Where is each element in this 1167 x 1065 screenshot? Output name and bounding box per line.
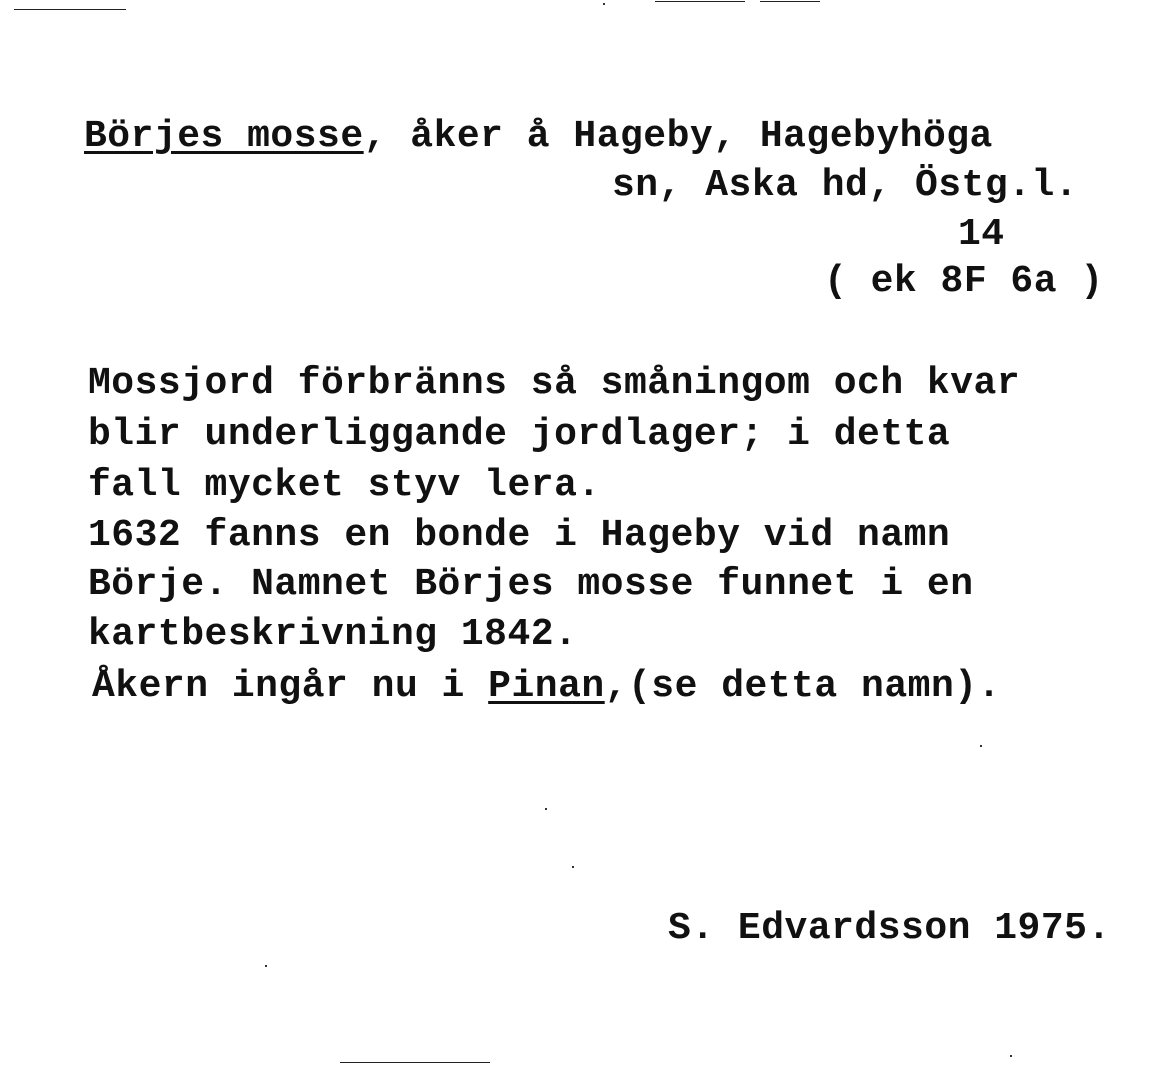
place-name: Börjes mosse	[84, 115, 364, 158]
body-line-7-start: Åkern ingår nu i	[92, 665, 489, 708]
body-line-7-end: ,(se detta namn).	[604, 665, 1001, 708]
scan-speck	[14, 9, 126, 10]
scan-dot	[572, 866, 574, 868]
scan-dot	[1010, 1055, 1012, 1057]
body-line-4: 1632 fanns en bonde i Hageby vid namn	[88, 514, 951, 557]
body-line-1: Mossjord förbränns så småningom och kvar	[88, 362, 1021, 405]
scan-speck	[655, 1, 745, 2]
scan-dot	[603, 3, 605, 5]
map-reference: ( ek 8F 6a )	[824, 260, 1104, 303]
scan-speck	[340, 1062, 490, 1063]
scan-dot	[545, 808, 547, 810]
body-line-5: Börje. Namnet Börjes mosse funnet i en	[88, 563, 974, 606]
heading-location: , åker å Hageby, Hagebyhöga	[363, 115, 993, 158]
scan-speck	[760, 1, 820, 2]
heading-line-2: sn, Aska hd, Östg.l.	[612, 164, 1079, 207]
signature: S. Edvardsson 1975.	[668, 907, 1111, 950]
scan-dot	[980, 745, 982, 747]
map-sheet-number: 14	[958, 213, 1005, 256]
cross-reference-link: Pinan	[488, 665, 605, 708]
body-line-3: fall mycket styv lera.	[88, 464, 601, 507]
heading-line-1	[84, 114, 993, 160]
scan-dot	[265, 965, 267, 967]
body-line-2: blir underliggande jordlager; i detta	[88, 413, 951, 456]
body-line-6: kartbeskrivning 1842.	[88, 613, 578, 656]
body-line-7	[92, 664, 1001, 710]
